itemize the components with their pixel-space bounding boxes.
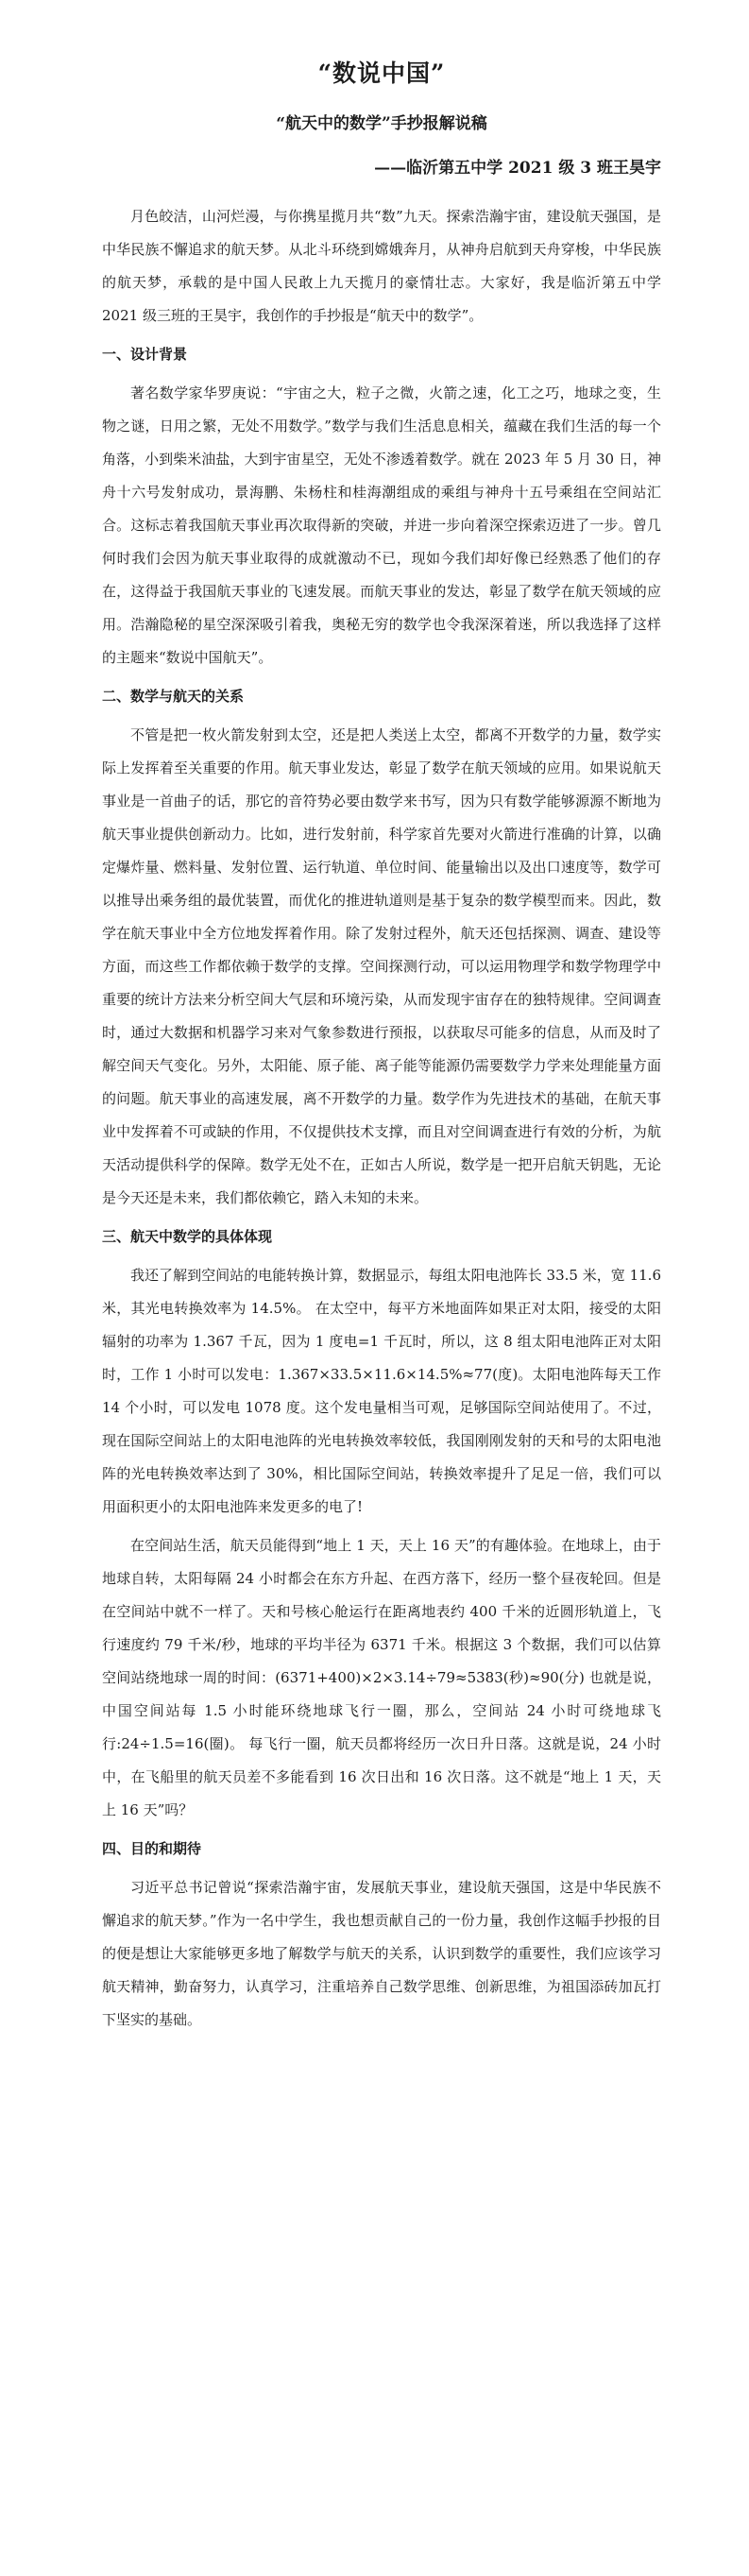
examples-paragraph-solar: 我还了解到空间站的电能转换计算，数据显示，每组太阳电池阵长 33.5 米，宽 11.6 米，其光电转换效率为 14.5%。 在太空中，每平方米地面阵如果正对太阳，接受的太阳辐射的功率为 1.367 千瓦，因为 1 度电=1 千瓦时，所以，这 8 组太阳电池阵正对太阳时，工作 1 小时可以发电：1.367×33.5×11.6×14.5%≈77(度)。太阳电池阵每天工作 14 个小时，可以发电 1078 度。这个发电量相当可观，足够国际空间站使用了。不过，现在国际空间站上的太阳电池阵的光电转换效率较低，我国刚刚发射的天和号的太阳电池阵的光电转换效率达到了 30%，相比国际空间站，转换效率提升了足足一倍，我们可以用面积更小的太阳电池阵来发更多的电了! — [102, 1267, 661, 1515]
math-aerospace-paragraph: 不管是把一枚火箭发射到太空，还是把人类送上太空，都离不开数学的力量，数学实际上发挥着至关重要的作用。航天事业发达，彰显了数学在航天领域的应用。如果说航天事业是一首曲子的话，那它的音符势必要由数学来书写，因为只有数学能够源源不断地为航天事业提供创新动力。比如，进行发射前，科学家首先要对火箭进行准确的计算，以确定爆炸量、燃料量、发射位置、运行轨道、单位时间、能量输出以及出口速度等，数学可以推导出乘务组的最优装置，而优化的推进轨道则是基于复杂的数学模型而来。因此，数学在航天事业中全方位地发挥着作用。除了发射过程外，航天还包括探测、调查、建设等方面，而这些工作都依赖于数学的支撑。空间探测行动，可以运用物理学和数学物理学中重要的统计方法来分析空间大气层和环境污染，从而发现宇宙存在的独特规律。空间调查时，通过大数据和机器学习来对气象参数进行预报，以获取尽可能多的信息，从而及时了解空间天气变化。另外，太阳能、原子能、离子能等能源仍需要数学力学来处理能量方面的问题。航天事业的高速发展，离不开数学的力量。数学作为先进技术的基础，在航天事业中发挥着不可或缺的作用，不仅提供技术支撑，而且对空间调查进行有效的分析，为航天活动提供科学的保障。数学无处不在，正如古人所说，数学是一把开启航天钥匙，无论是今天还是未来，我们都依赖它，踏入未知的未来。 — [102, 726, 661, 1206]
purpose-paragraph: 习近平总书记曾说“探索浩瀚宇宙，发展航天事业，建设航天强国，这是中华民族不懈追求的航天梦。”作为一名中学生，我也想贡献自己的一份力量，我创作这幅手抄报的目的便是想让大家能够更多地了解数学与航天的关系，认识到数学的重要性，我们应该学习航天精神，勤奋努力，认真学习，注重培养自己数学思维、创新思维，为祖国添砖加瓦打下坚实的基础。 — [102, 1879, 661, 2028]
document-subtitle: “航天中的数学”手抄报解说稿 — [276, 114, 487, 133]
examples-paragraph-orbit: 在空间站生活，航天员能得到“地上 1 天，天上 16 天”的有趣体验。在地球上，由于地球自转，太阳每隔 24 小时都会在东方升起、在西方落下，经历一整个昼夜轮回。但是在空间站中就不一样了。天和号核心舱运行在距离地表约 400 千米的近圆形轨道上，飞行速度约 79 千米/秒，地球的平均半径为 6371 千米。根据这 3 个数据，我们可以估算空间站绕地球一周的时间：(6371+400)×2×3.14÷79≈5383(秒)≈90(分) 也就是说，中国空间站每 1.5 小时能环绕地球飞行一圈，那么，空间站 24 小时可绕地球飞行:24÷1.5=16(圈)。 每飞行一圈，航天员都将经历一次日升日落。这就是说，24 小时中，在飞船里的航天员差不多能看到 16 次日出和 16 次日落。这不就是“地上 1 天，天上 16 天”吗？ — [102, 1537, 661, 1818]
intro-paragraph: 月色皎洁，山河烂漫，与你携星揽月共“数”九天。探索浩瀚宇宙，建设航天强国，是中华民族不懈追求的航天梦。从北斗环绕到嫦娥奔月，从神舟启航到天舟穿梭，中华民族的航天梦，承载的是中国人民敢上九天揽月的豪情壮志。大家好，我是临沂第五中学 2021 级三班的王昊宇，我创作的手抄报是“航天中的数学”。 — [102, 208, 661, 324]
document-page — [102, 55, 661, 2042]
document-title: “数说中国” — [317, 60, 446, 87]
background-paragraph: 著名数学家华罗庚说：“宇宙之大，粒子之微，火箭之速，化工之巧，地球之变，生物之谜，日用之繁，无处不用数学。”数学与我们生活息息相关，蕴藏在我们生活的每一个角落，小到柴米油盐，大到宇宙星空，无处不渗透着数学。就在 2023 年 5 月 30 日，神舟十六号发射成功，景海鹏、朱杨柱和桂海潮组成的乘组与神舟十五号乘组在空间站汇合。这标志着我国航天事业再次取得新的突破，并进一步向着深空探索迈进了一步。曾几何时我们会因为航天事业取得的成就激动不已，现如今我们却好像已经熟悉了他们的存在，这得益于我国航天事业的飞速发展。而航天事业的发达，彰显了数学在航天领域的应用。浩瀚隐秘的星空深深吸引着我，奥秘无穷的数学也令我深深着迷，所以我选择了这样的主题来“数说中国航天”。 — [102, 384, 661, 666]
section-heading-math-aerospace: 二、数学与航天的关系 — [102, 688, 245, 705]
section-heading-purpose: 四、目的和期待 — [102, 1840, 202, 1857]
author-byline: ——临沂第五中学 2021 级 3 班王昊宇 — [374, 159, 661, 178]
section-heading-background: 一、设计背景 — [102, 346, 188, 363]
section-heading-examples: 三、航天中数学的具体体现 — [102, 1228, 273, 1245]
